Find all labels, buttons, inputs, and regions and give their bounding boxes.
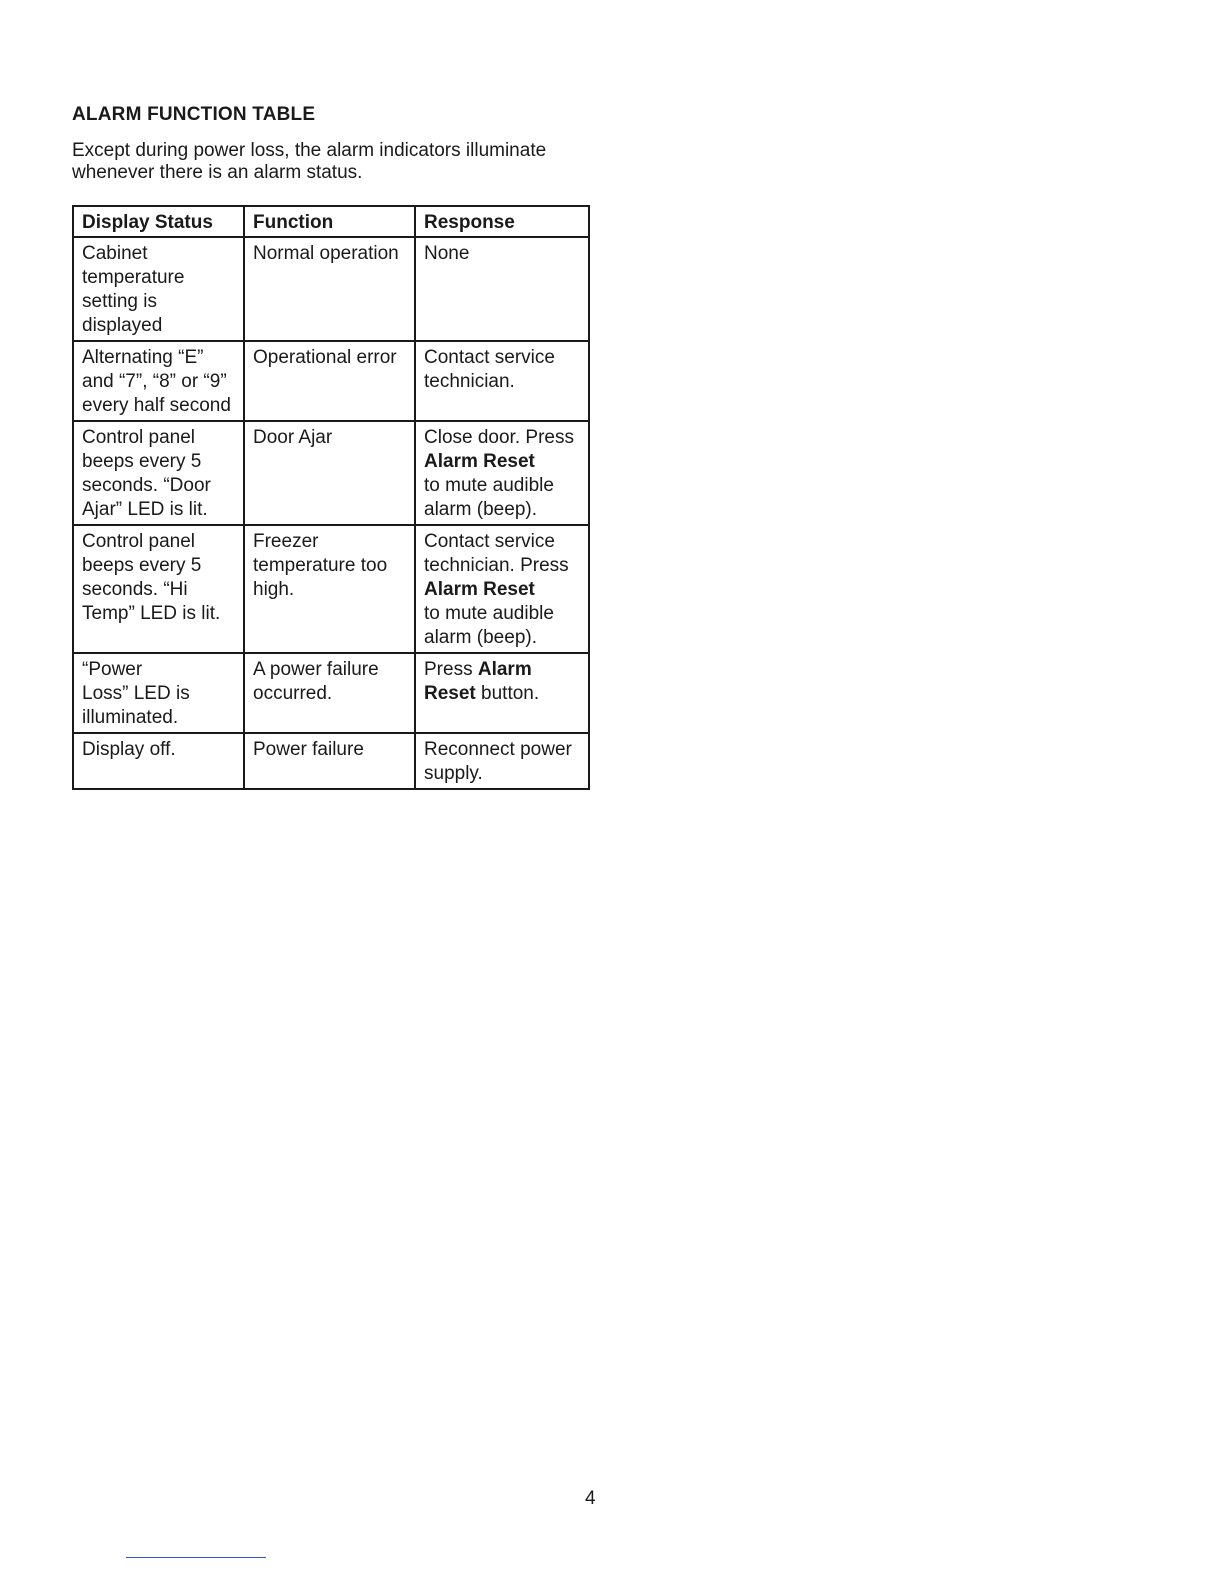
response-text: to mute audible alarm (beep).	[424, 603, 554, 648]
header-function: Function	[244, 206, 415, 237]
display-status-cell: Cabinet temperature setting is displayed	[73, 237, 244, 341]
intro-paragraph: Except during power loss, the alarm indicators illuminate whenever there is an alarm status.	[72, 140, 547, 183]
header-response: Response	[415, 206, 589, 237]
response-text: Contact service technician. Press	[424, 531, 569, 576]
alarm-reset-label: Alarm Reset	[424, 451, 535, 472]
response-cell	[415, 733, 589, 789]
display-status-cell: “Power Loss” LED is illuminated.	[73, 653, 244, 733]
table-row	[73, 237, 589, 341]
response-text: Press	[424, 659, 473, 680]
page-number: 4	[585, 1488, 596, 1509]
alarm-reset-label: Alarm Reset	[424, 579, 535, 600]
function-cell: A power failure occurred.	[244, 653, 415, 733]
alarm-function-table	[72, 205, 590, 790]
table-row	[73, 341, 589, 421]
response-cell	[415, 525, 589, 653]
page-title: ALARM FUNCTION TABLE	[72, 104, 316, 125]
response-text: button.	[481, 683, 540, 704]
table-row	[73, 733, 589, 789]
response-text: None	[424, 243, 470, 264]
response-cell	[415, 341, 589, 421]
header-display-status: Display Status	[73, 206, 244, 237]
function-cell: Normal operation	[244, 237, 415, 341]
alarm-reset-label: Alarm Reset	[424, 659, 532, 704]
response-cell	[415, 653, 589, 733]
function-cell: Power failure	[244, 733, 415, 789]
response-text: Close door. Press	[424, 427, 574, 448]
display-status-cell: Alternating “E” and “7”, “8” or “9” every half second	[73, 341, 244, 421]
function-cell: Door Ajar	[244, 421, 415, 525]
response-text: Reconnect power supply.	[424, 739, 572, 784]
table-header-row	[73, 206, 589, 237]
table-row	[73, 421, 589, 525]
display-status-cell: Control panel beeps every 5 seconds. “Hi Temp” LED is lit.	[73, 525, 244, 653]
function-cell: Freezer temperature too high.	[244, 525, 415, 653]
display-status-cell: Display off.	[73, 733, 244, 789]
response-text: Contact service technician.	[424, 347, 555, 392]
display-status-cell: Control panel beeps every 5 seconds. “Door Ajar” LED is lit.	[73, 421, 244, 525]
response-cell	[415, 421, 589, 525]
response-cell	[415, 237, 589, 341]
response-text: to mute audible alarm (beep).	[424, 475, 554, 520]
function-cell: Operational error	[244, 341, 415, 421]
table-row	[73, 525, 589, 653]
table-row	[73, 653, 589, 733]
footer-divider	[126, 1557, 266, 1558]
